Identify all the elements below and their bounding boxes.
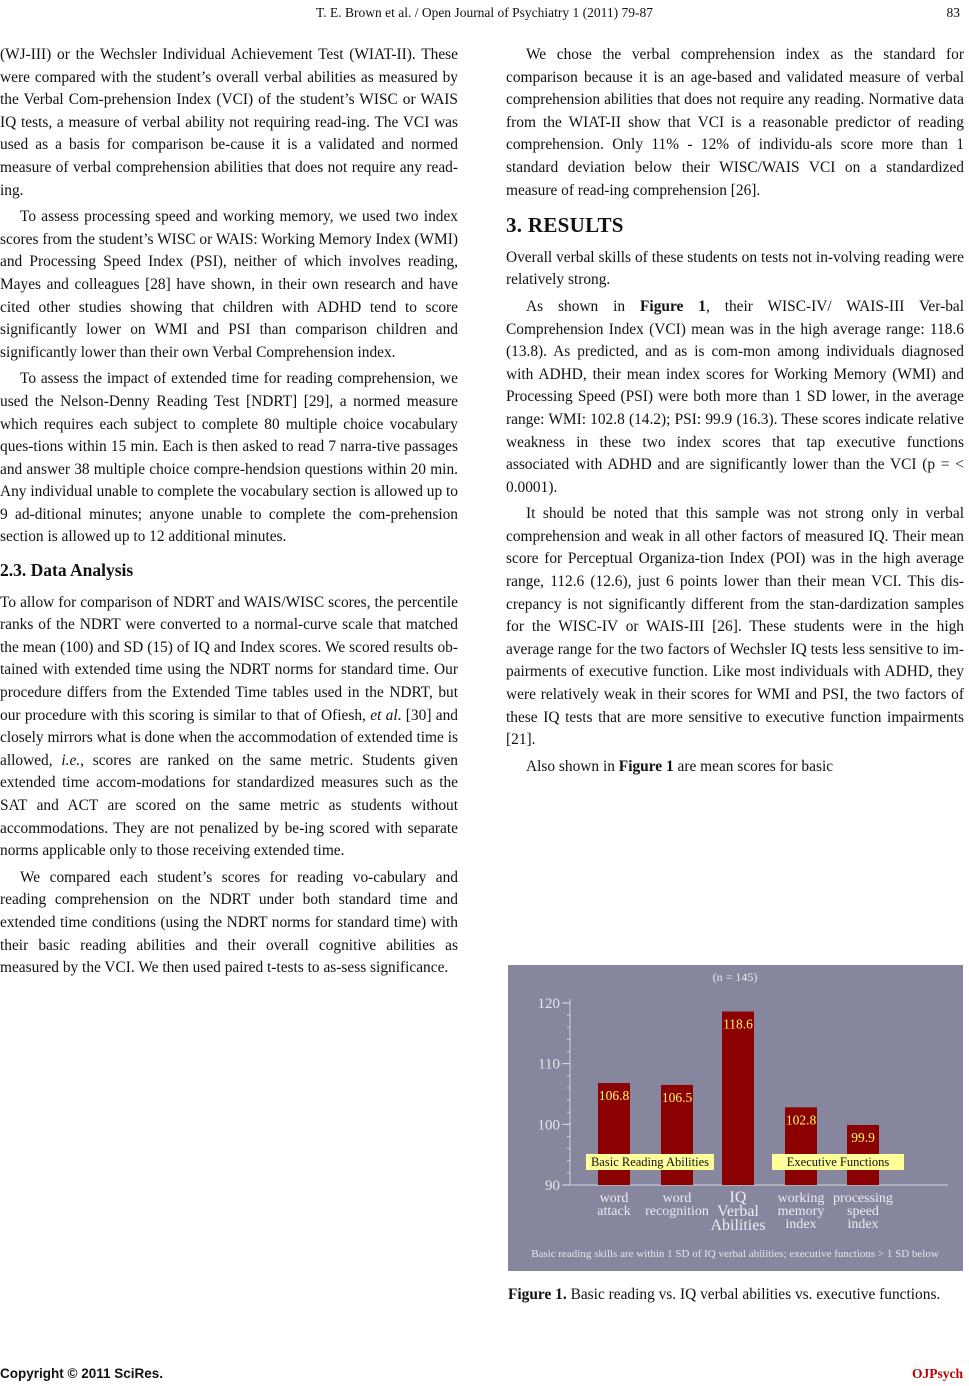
group-label-basic-reading: Basic Reading Abilities [590, 1155, 710, 1169]
paragraph: To assess the impact of extended time for reading comprehension, we used the Nelson-Denny Reading Test [NDRT] [29], a normed measure which requires each subject to complete 80 multiple choice vocabulary ques-tions within 15 min. Each is then asked to read 7 narra-tive passages and answer 38 multiple choice compre-hendsion questions within 20 min. Any individual unable to complete the vocabulary section is allowed up to 9 ad-ditional minutes; anyone unable to complete the com-prehension section is allowed up to 12 additional minutes. [0, 370, 458, 546]
x-category-label: memory [777, 1204, 825, 1219]
chart-footnote: Basic reading skills are within 1 SD of IQ verbal abilities; executive functions > 1 SD below [531, 1248, 939, 1260]
x-category-label: index [847, 1217, 879, 1232]
group-label-executive: Executive Functions [786, 1155, 890, 1169]
copyright: Copyright © 2011 SciRes. [0, 1366, 164, 1381]
bar-value-label: 106.8 [598, 1088, 630, 1104]
section-heading: 3. RESULTS [506, 213, 624, 238]
bar [722, 1011, 754, 1185]
paragraph: To assess processing speed and working memory, we used two index scores from the student’s WISC or WAIS: Working Memory Index (WMI) and Processing Speed Index (PSI), neither of which involves reading, Mayes and colleagues [28] have shown, in their own research and have cited other studies showing that children with ADHD tend to score significantly lower on WMI and PSI than comparison children and significantly lower than their own Verbal Comprehension index. [0, 208, 458, 361]
y-tick-label: 100 [537, 1117, 560, 1134]
paragraph: Overall verbal skills of these students on tests not in-volving reading were relatively strong. [506, 248, 964, 289]
paragraph: We compared each student’s scores for reading vo-cabulary and reading comprehension on the NDRT under both standard time and extended time conditions (using the NDRT norms for standard time) with their basic reading abilities and their overall cognitive abilities as measured by the VCI. We then used paired t-tests to as-sess significance. [0, 868, 458, 977]
bar-value-label: 118.6 [723, 1016, 753, 1032]
x-category-label: attack [597, 1204, 631, 1219]
x-category-label: recognition [645, 1204, 709, 1219]
x-category-label: IQ [729, 1189, 747, 1206]
y-tick-label: 110 [538, 1056, 560, 1073]
paragraph: We chose the verbal comprehension index as the standard for comparison because it is an age-based and validated measure of verbal comprehension abilities that does not require any reading. Normative data from the WIAT-II show that VCI is a reasonable predictor of reading comprehension. Only 11% - 12% of individu-als score more than 1 standard deviation below their WISC/WAIS VCI on a standardized measure of read-ing comprehension [26]. [506, 46, 964, 199]
x-category-label: index [785, 1217, 817, 1232]
paragraph: Also shown in Figure 1 are mean scores for basic [526, 757, 834, 775]
page-number: 83 [946, 5, 960, 20]
bar-value-label: 99.9 [851, 1129, 875, 1145]
caption-text: Basic reading vs. IQ verbal abilities vs. executive functions. [570, 1286, 941, 1303]
running-header [0, 2, 969, 26]
x-category-label: word [662, 1191, 692, 1206]
figure-caption [508, 1284, 964, 1305]
y-tick-label: 90 [545, 1178, 560, 1194]
caption-label: Figure 1. [508, 1286, 567, 1303]
chart-title: (n = 145) [712, 970, 758, 984]
paragraph: (WJ-III) or the Wechsler Individual Achievement Test (WIAT-II). These were compared with the student’s overall verbal abilities as measured by the Verbal Com-prehension Index (VCI) of the student’s WISC or WAIS IQ tests, a measure of verbal ability not requiring read-ing. The VCI was used as a basis for comparison be-cause it is a validated and normed measure of verbal comprehension abilities that does not require any read-ing. [0, 46, 458, 199]
section-heading: 2.3. Data Analysis [0, 560, 134, 581]
figure-1-chart [508, 965, 963, 1271]
bar-value-label: 102.8 [785, 1112, 817, 1128]
x-category-label: processing [833, 1191, 893, 1206]
x-category-label: word [599, 1191, 629, 1206]
bar-value-label: 106.5 [661, 1089, 693, 1105]
x-category-label: speed [847, 1204, 879, 1219]
x-category-label: Abilities [710, 1217, 766, 1234]
right-column [506, 44, 964, 782]
y-tick-label: 120 [537, 996, 560, 1012]
running-title: T. E. Brown et al. / Open Journal of Psychiatry 1 (2011) 79-87 [315, 5, 654, 20]
journal-abbrev: OJPsych [911, 1366, 963, 1381]
paragraph: To allow for comparison of NDRT and WAIS/WISC scores, the percentile ranks of the NDRT were converted to a normal-curve scale that matched the mean (100) and SD (15) of IQ and Index scores. We scored results ob-tained with extended time using the NDRT norms for standard time. Our procedure differs from the Extended Time tables used in the NDRT, but our procedure with this scoring is similar to that of Ofiesh, et al. [30] and closely mirrors what is done when the accommodation of extended time is allowed, i.e., scores are ranked on the same metric. Students given extended time accom-modations for standardized measures such as the SAT and ACT are scored on the same metric as students without accommodations. They are not penalized by be-ing scored with separate norms applicable only to those receiving extended time. [0, 593, 458, 860]
left-column [0, 44, 458, 984]
paragraph: As shown in Figure 1, their WISC-IV/ WAIS-III Ver-bal Comprehension Index (VCI) mean was in the high average range: 118.6 (13.8). As predicted, and as is com-mon among individuals diagnosed with ADHD, their mean index scores for Working Memory (WMI) and Processing Speed (PSI) were both more than 1 SD lower, in the average range: WMI: 102.8 (14.2); PSI: 99.9 (16.3). These scores indicate relative weakness in these two index scores that tap executive functions associated with ADHD and are significantly lower than the VCI (p = < 0.0001). [506, 297, 965, 496]
paragraph: It should be noted that this sample was not strong only in verbal comprehension and weak in all other factors of measured IQ. Their mean score for Perceptual Organiza-tion Index (POI) was in the high average range, 112.6 (12.6), just 6 points lower than their mean VCI. This dis-crepancy is not significantly different from the stan-dardization samples for the WISC-IV or WAIS-III [26]. These students were in the high average range for the two factors of Wechsler IQ tests less sensitive to im- pairments of executive function. Like most individuals with ADHD, they were relatively weak in their scores for WMI and PSI, the two factors of these IQ tests that are more sensitive to executive function impairments [21]. [506, 505, 964, 749]
x-category-label: working [777, 1191, 825, 1206]
x-category-label: Verbal [717, 1203, 759, 1220]
bar-chart [508, 965, 963, 1271]
